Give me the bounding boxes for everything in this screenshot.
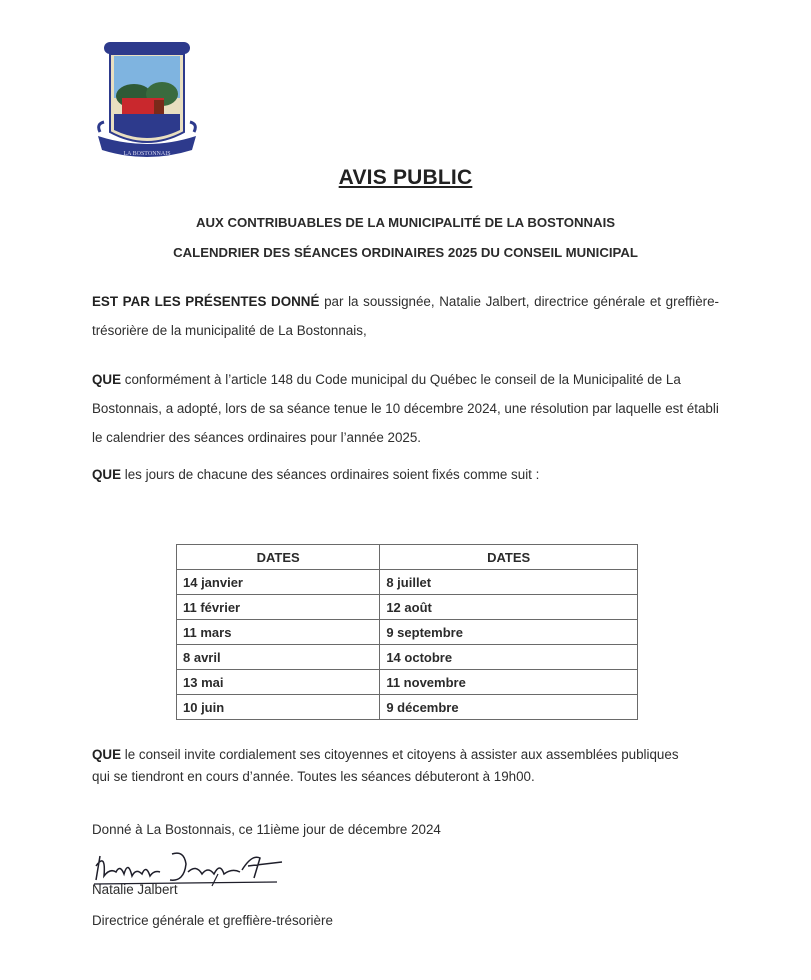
table-cell: 11 novembre [380, 670, 638, 695]
given-date-line: Donné à La Bostonnais, ce 11ième jour de décembre 2024 [92, 822, 441, 837]
paragraph-lead: QUE [92, 747, 122, 762]
paragraph-dates-intro [92, 460, 719, 489]
paragraph-lead: EST PAR LES PRÉSENTES DONNÉ [92, 294, 320, 309]
svg-text:LA BOSTONNAIS: LA BOSTONNAIS [123, 151, 171, 157]
table-cell: 9 décembre [380, 695, 638, 720]
table-cell: 10 juin [177, 695, 380, 720]
signatory-role: Directrice générale et greffière-trésorière [92, 913, 333, 928]
table-cell: 11 février [177, 595, 380, 620]
paragraph-article-148 [92, 365, 719, 452]
signatory-name: Natalie Jalbert [92, 882, 178, 897]
paragraph-text: par la soussignée, Natalie Jalbert, directrice générale et greffière-trésorière de la municipalité de La Bostonnais, [92, 294, 720, 338]
table-cell: 9 septembre [380, 620, 638, 645]
table-cell: 13 mai [177, 670, 380, 695]
page-title: AVIS PUBLIC [338, 166, 473, 189]
table-cell: 8 juillet [380, 570, 638, 595]
municipal-coat-of-arms-logo [92, 40, 202, 165]
table-cell: 8 avril [177, 645, 380, 670]
table-row [177, 570, 638, 595]
paragraph-text: le conseil invite cordialement ses citoyennes et citoyens à assister aux assemblées publiques qui se tiendront en cours d’année. Toutes les séances débuteront à 19h00. [92, 747, 679, 784]
meeting-dates-table [176, 544, 638, 720]
table-row [177, 595, 638, 620]
paragraph-lead: QUE [92, 372, 122, 387]
paragraph-text: conformément à l’article 148 du Code municipal du Québec le conseil de la Municipalité de La Bostonnais, a adopté, lors de sa séance tenue le 10 décembre 2024, une résolution par laquelle est établi le calendrier des séances ordinaires pour l’année 2025. [92, 372, 719, 445]
table-cell: 11 mars [177, 620, 380, 645]
paragraph-intro [92, 287, 719, 345]
table-row [177, 645, 638, 670]
table-row [177, 695, 638, 720]
table-cell: 14 janvier [177, 570, 380, 595]
paragraph-invitation [92, 744, 692, 788]
table-row [177, 620, 638, 645]
subtitle-contribuables: AUX CONTRIBUABLES DE LA MUNICIPALITÉ DE LA BOSTONNAIS [195, 215, 616, 230]
table-row [177, 670, 638, 695]
subtitle-calendrier: CALENDRIER DES SÉANCES ORDINAIRES 2025 DU CONSEIL MUNICIPAL [173, 245, 638, 260]
paragraph-lead: QUE [92, 467, 122, 482]
paragraph-text: les jours de chacune des séances ordinaires soient fixés comme suit : [121, 467, 540, 482]
table-cell: 12 août [380, 595, 638, 620]
table-header-row [177, 545, 638, 570]
table-header: DATES [177, 545, 380, 570]
table-header: DATES [380, 545, 638, 570]
table-cell: 14 octobre [380, 645, 638, 670]
